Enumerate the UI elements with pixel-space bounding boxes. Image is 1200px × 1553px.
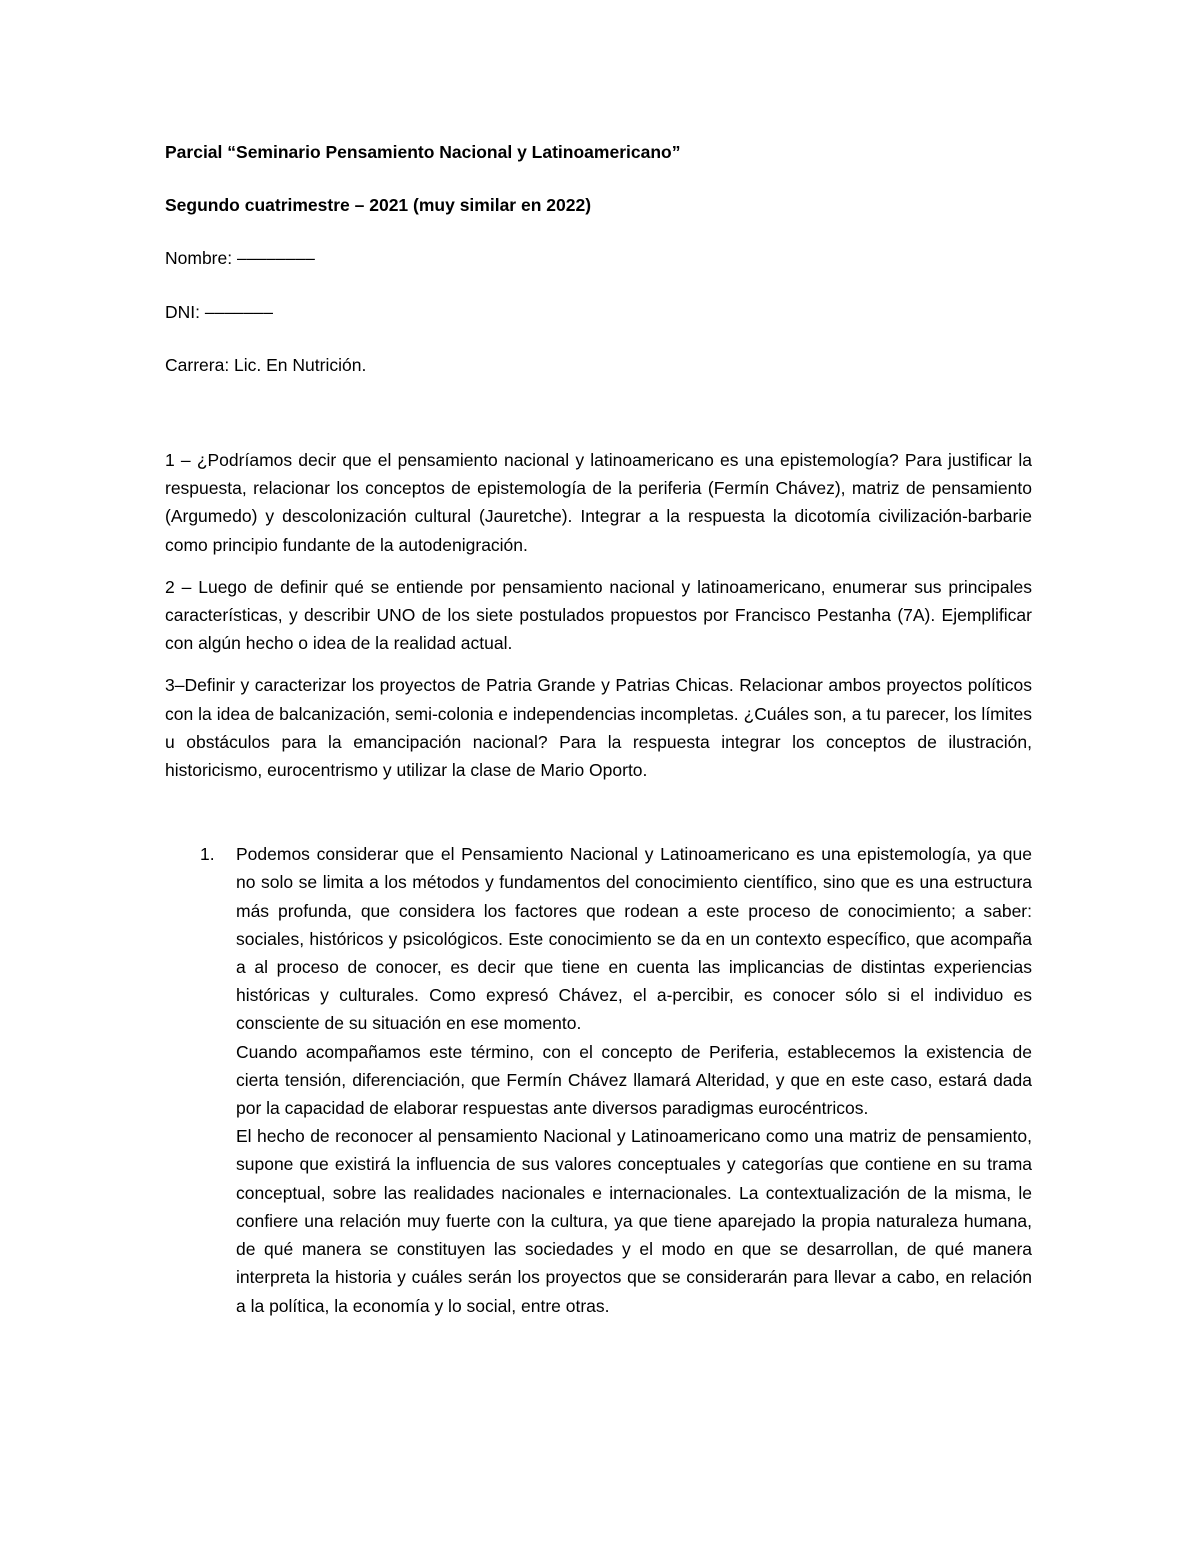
- answer-paragraph: El hecho de reconocer al pensamiento Nacional y Latinoamericano como una matriz de pensamiento, supone que existirá la influencia de sus valores conceptuales y categorías que contiene en su trama conceptual, sobre las realidades nacionales e internacionales. La contextualización de la misma, le confiere una relación muy fuerte con la cultura, ya que tiene aparejado la propia naturaleza humana, de qué manera se constituyen las sociedades y el modo en que se desarrollan, de qué manera interpreta la historia y cuáles serán los proyectos que se considerarán para llevar a cabo, en relación a la política, la economía y lo social, entre otras.: [236, 1126, 1032, 1316]
- question-2: 2 – Luego de definir qué se entiende por pensamiento nacional y latinoamericano, enumerar sus principales características, y describir UNO de los siete postulados propuestos por Francisco Pestanha (7A). Ejemplificar con algún hecho o idea de la realidad actual.: [165, 576, 1032, 654]
- answer-number: 1.: [200, 844, 215, 865]
- dni-field: DNI: –––––––: [165, 301, 273, 322]
- document-page: [165, 138, 1032, 1320]
- answer-item-1: [165, 840, 1032, 1319]
- answers-list: [165, 840, 1032, 1319]
- document-subtitle: Segundo cuatrimestre – 2021 (muy similar en 2022): [165, 195, 592, 216]
- nombre-field: Nombre: ––––––––: [165, 248, 315, 269]
- document-title: Parcial “Seminario Pensamiento Nacional y Latinoamericano”: [165, 142, 681, 162]
- answer-paragraph: Podemos considerar que el Pensamiento Nacional y Latinoamericano es una epistemología, ya que no solo se limita a los métodos y fundamentos del conocimiento científico, sino que es una estructura más profunda, que considera los factores que rodean a este proceso de conocimiento; a saber: sociales, históricos y psicológicos. Este conocimiento se da en un contexto específico, que acompaña a al proceso de conocer, es decir que tiene en cuenta las implicancias de distintas experiencias históricas y culturales. Como expresó Chávez, el a-percibir, es conocer sólo si el individuo es consciente de su situación en ese momento.: [236, 844, 1032, 1034]
- question-1: 1 – ¿Podríamos decir que el pensamiento nacional y latinoamericano es una epistemología? Para justificar la respuesta, relacionar los conceptos de epistemología de la periferia (Fermín Chávez), matriz de pensamiento (Argumedo) y descolonización cultural (Jauretche). Integrar a la respuesta la dicotomía civilización-barbarie como principio fundante de la autodenigración.: [165, 450, 1032, 555]
- question-3: 3–Definir y caracterizar los proyectos de Patria Grande y Patrias Chicas. Relacionar ambos proyectos políticos con la idea de balcanización, semi-colonia e independencias incompletas. ¿Cuáles son, a tu parecer, los límites u obstáculos para la emancipación nacional? Para la respuesta integrar los conceptos de ilustración, historicismo, eurocentrismo y utilizar la clase de Mario Oporto.: [165, 675, 1032, 781]
- carrera-field: Carrera: Lic. En Nutrición.: [165, 354, 367, 375]
- answer-paragraph: Cuando acompañamos este término, con el concepto de Periferia, establecemos la existencia de cierta tensión, diferenciación, que Fermín Chávez llamará Alteridad, y que en este caso, estará dada por la capacidad de elaborar respuestas ante diversos paradigmas eurocéntricos.: [236, 1041, 1032, 1119]
- spacer: [165, 404, 1032, 446]
